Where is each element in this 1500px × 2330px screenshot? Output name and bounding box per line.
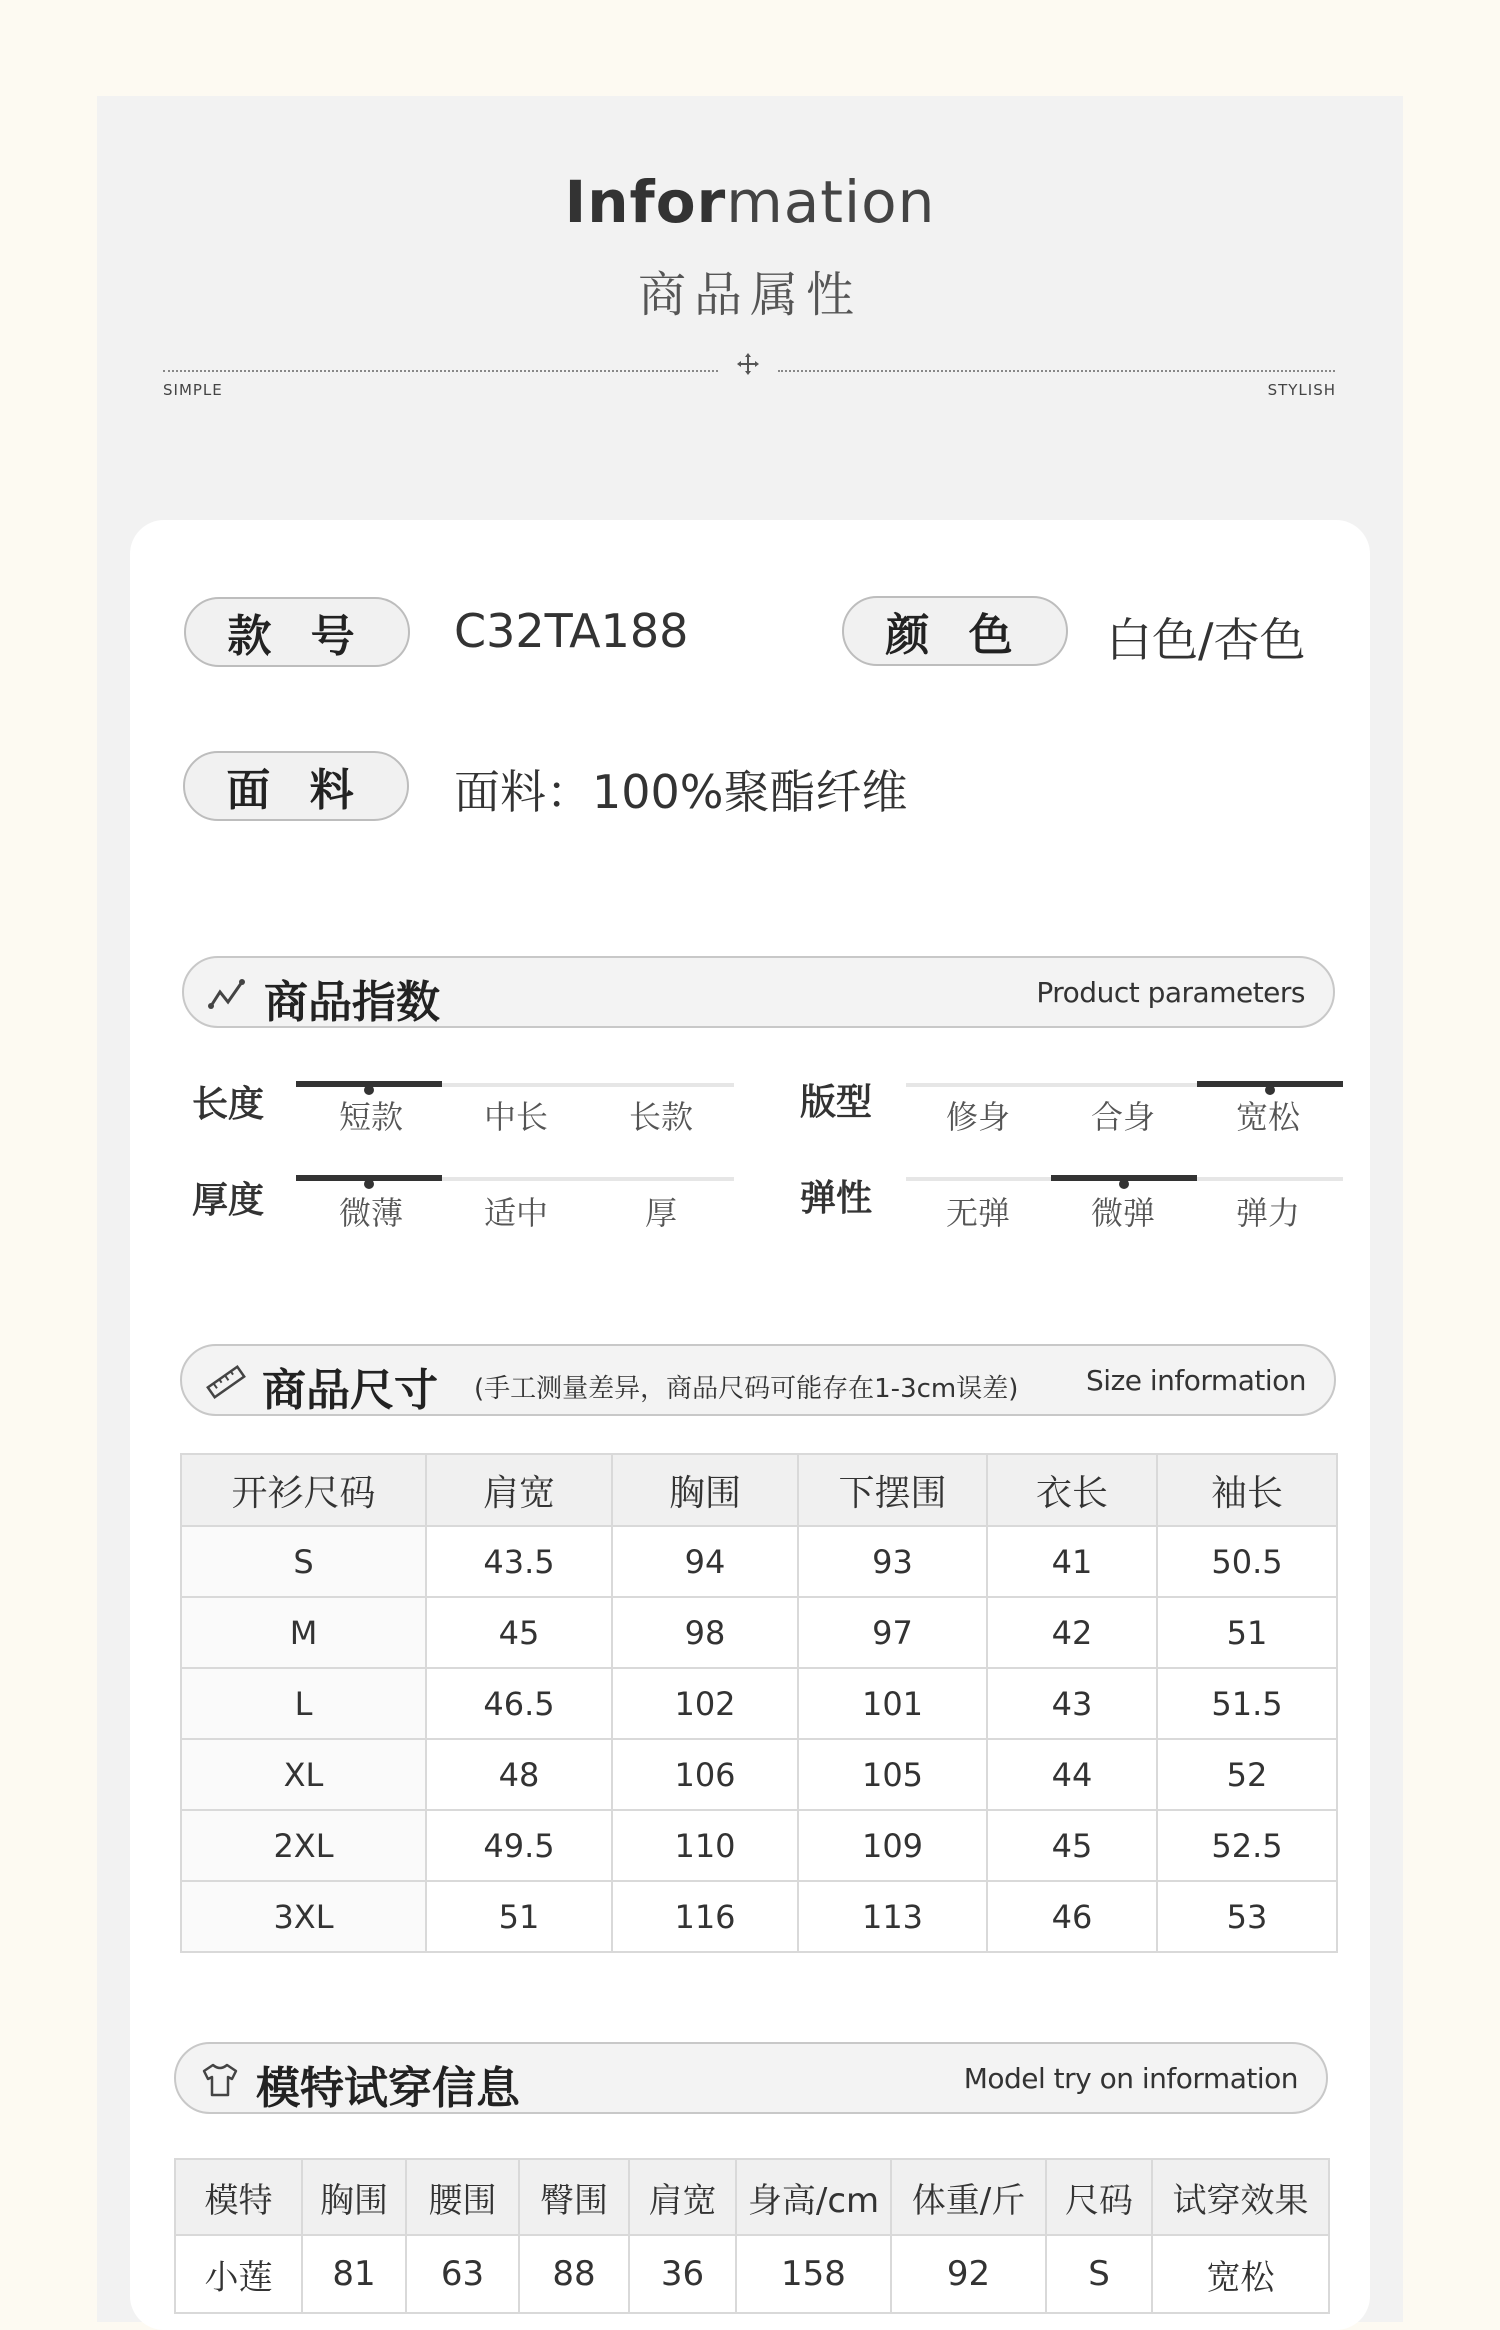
stylish-tag: STYLISH: [1267, 381, 1336, 399]
size-table: [180, 1453, 1338, 1953]
size-cell: 101: [798, 1668, 987, 1739]
divider-right: [778, 370, 1335, 372]
color-value: 白色/杏色: [1106, 613, 1306, 667]
size-cell: S: [181, 1526, 426, 1597]
table-row: [181, 1881, 1337, 1952]
index-label-elasticity: 弹性: [800, 1178, 873, 1219]
model-header-cell: 身高/cm: [736, 2159, 891, 2235]
size-header-cell: 开衫尺码: [181, 1454, 426, 1526]
size-header-cell: 袖长: [1157, 1454, 1337, 1526]
size-cell: 52.5: [1157, 1810, 1337, 1881]
fabric-value: 面料：100%聚酯纤维: [454, 765, 908, 819]
size-cell: 93: [798, 1526, 987, 1597]
model-header-cell: 胸围: [302, 2159, 406, 2235]
index-option: 弹力: [1235, 1194, 1300, 1232]
size-cell: 98: [612, 1597, 798, 1668]
style-no-value: C32TA188: [454, 604, 689, 658]
index-option: 长款: [628, 1098, 693, 1136]
model-header-cell: 尺码: [1046, 2159, 1152, 2235]
size-cell: 110: [612, 1810, 798, 1881]
size-cell: 113: [798, 1881, 987, 1952]
size-cell: 49.5: [426, 1810, 612, 1881]
model-cell: S: [1046, 2235, 1152, 2313]
size-cell: 46.5: [426, 1668, 612, 1739]
model-cell: 小莲: [175, 2235, 302, 2313]
size-section-title-en: Size information: [1086, 1364, 1306, 1397]
model-header-cell: 模特: [175, 2159, 302, 2235]
model-section-bar: [174, 2042, 1328, 2114]
fabric-label: 面 料: [183, 751, 409, 821]
info-title-cn: 商品属性: [637, 267, 862, 323]
size-cell: 42: [987, 1597, 1157, 1668]
model-header-cell: 体重/斤: [891, 2159, 1046, 2235]
model-section-title-en: Model try on information: [963, 2062, 1298, 2095]
size-header-cell: 下摆围: [798, 1454, 987, 1526]
table-row: [175, 2235, 1329, 2313]
index-option: 中长: [483, 1098, 548, 1136]
model-cell: 宽松: [1152, 2235, 1329, 2313]
size-cell: M: [181, 1597, 426, 1668]
table-row: [181, 1668, 1337, 1739]
size-cell: 46: [987, 1881, 1157, 1952]
model-cell: 92: [891, 2235, 1046, 2313]
model-cell: 63: [406, 2235, 519, 2313]
index-label-length: 长度: [192, 1084, 265, 1125]
ruler-icon: [206, 1364, 246, 1400]
index-option: 修身: [945, 1098, 1010, 1136]
table-row: [181, 1810, 1337, 1881]
size-cell: 106: [612, 1739, 798, 1810]
index-section-title: 商品指数: [264, 977, 440, 1028]
size-cell: 45: [426, 1597, 612, 1668]
size-cell: 102: [612, 1668, 798, 1739]
index-option: 厚: [644, 1194, 677, 1232]
model-cell: 81: [302, 2235, 406, 2313]
model-header-cell: 肩宽: [629, 2159, 736, 2235]
size-cell: 51.5: [1157, 1668, 1337, 1739]
size-header-cell: 胸围: [612, 1454, 798, 1526]
index-option: 无弹: [945, 1194, 1010, 1232]
table-row: [181, 1526, 1337, 1597]
size-cell: L: [181, 1668, 426, 1739]
simple-tag: SIMPLE: [163, 381, 223, 399]
model-table-header-row: [175, 2159, 1329, 2235]
model-table: [174, 2158, 1330, 2314]
index-option: 宽松: [1235, 1098, 1300, 1136]
move-cross-icon: [736, 352, 760, 376]
index-option: 合身: [1090, 1098, 1155, 1136]
size-cell: 51: [1157, 1597, 1337, 1668]
index-option: 短款: [338, 1098, 403, 1136]
model-header-cell: 臀围: [519, 2159, 629, 2235]
model-cell: 36: [629, 2235, 736, 2313]
size-cell: XL: [181, 1739, 426, 1810]
index-option: 微弹: [1090, 1194, 1155, 1232]
size-cell: 41: [987, 1526, 1157, 1597]
shirt-icon: [200, 2062, 240, 2098]
size-cell: 52: [1157, 1739, 1337, 1810]
size-section-title: 商品尺寸: [262, 1365, 438, 1416]
size-header-cell: 衣长: [987, 1454, 1157, 1526]
size-cell: 97: [798, 1597, 987, 1668]
model-cell: 158: [736, 2235, 891, 2313]
model-header-cell: 腰围: [406, 2159, 519, 2235]
style-no-label: 款 号: [184, 597, 410, 667]
size-cell: 44: [987, 1739, 1157, 1810]
index-label-fit: 版型: [800, 1082, 873, 1123]
index-label-thickness: 厚度: [192, 1180, 265, 1221]
index-section-title-en: Product parameters: [1036, 976, 1305, 1009]
index-section-bar: [182, 956, 1335, 1028]
size-cell: 94: [612, 1526, 798, 1597]
size-section-bar: [180, 1344, 1336, 1416]
size-cell: 50.5: [1157, 1526, 1337, 1597]
size-table-header-row: [181, 1454, 1337, 1526]
size-cell: 109: [798, 1810, 987, 1881]
size-cell: 51: [426, 1881, 612, 1952]
size-cell: 105: [798, 1739, 987, 1810]
size-header-cell: 肩宽: [426, 1454, 612, 1526]
size-cell: 48: [426, 1739, 612, 1810]
size-cell: 45: [987, 1810, 1157, 1881]
size-cell: 116: [612, 1881, 798, 1952]
table-row: [181, 1597, 1337, 1668]
table-row: [181, 1739, 1337, 1810]
color-label: 颜 色: [842, 596, 1068, 666]
index-option: 微薄: [338, 1194, 403, 1232]
model-cell: 88: [519, 2235, 629, 2313]
model-header-cell: 试穿效果: [1152, 2159, 1329, 2235]
divider-left: [163, 370, 718, 372]
info-title-en: Information: [564, 168, 936, 236]
model-section-title: 模特试穿信息: [256, 2063, 520, 2114]
index-option: 适中: [483, 1194, 548, 1232]
size-cell: 43.5: [426, 1526, 612, 1597]
size-cell: 53: [1157, 1881, 1337, 1952]
size-cell: 2XL: [181, 1810, 426, 1881]
size-cell: 3XL: [181, 1881, 426, 1952]
trend-line-icon: [208, 976, 248, 1012]
size-cell: 43: [987, 1668, 1157, 1739]
size-section-note: (手工测量差异，商品尺码可能存在1-3cm误差): [474, 1374, 1019, 1404]
